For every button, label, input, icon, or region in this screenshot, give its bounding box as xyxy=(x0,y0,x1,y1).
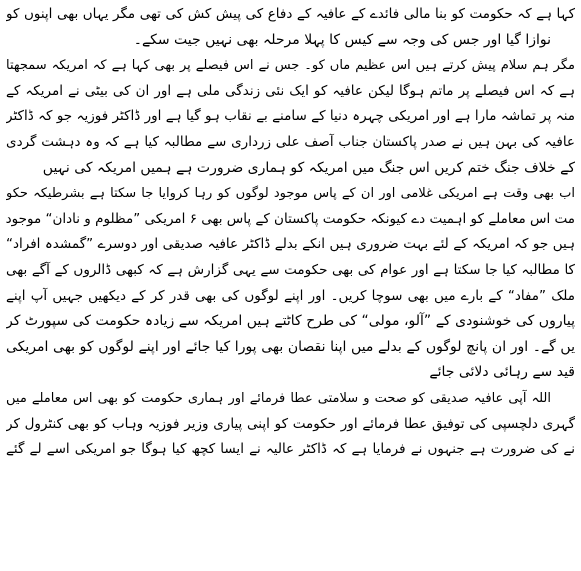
text-line: اب بھی وقت ہے امریکی غلامی اور ان کے پاس موجود لوگوں کو رہا کروایا جا سکتا ہے بشرطیکہ حکو xyxy=(6,186,575,202)
text-line: مت اس معاملے کو اہمیت دے کیونکہ حکومت پاکستان کے پاس بھی ۶ امریکی ”مظلوم و نادان“ موجود xyxy=(6,210,575,227)
text-line: اللہ آپی عافیہ صدیقی کو صحت و سلامتی عطا فرمائے اور ہماری حکومت کو بھی اس معاملے میں xyxy=(6,390,551,406)
text-line: نے کی ضرورت ہے جنہوں نے فرمایا ہے کہ ڈاکٹر عالیہ نے ایسا کچھ کیا ہوگا جو امریکی اسے لے گئے xyxy=(6,441,575,458)
text-line: گہری دلچسپی کی توفیق عطا فرمائے اور حکومت کو اپنی پیاری وزیر فوزیہ وہاب کو بھی کنٹرول کر xyxy=(6,415,575,432)
text-line: ہیں جو کہ امریکہ کے لئے بہت ضروری ہیں انکے بدلے ڈاکٹر عافیہ صدیقی اور دوسرے ”گمشدہ افراد“ xyxy=(6,236,575,253)
text-line: پیاروں کی خوشنودی کے ”آلو، مولی“ کی طرح کاٹتے ہیں امریکہ سے زیادہ حکومت کی سپورٹ کر xyxy=(6,313,575,330)
text-line: یں گے۔ اور ان پانچ لوگوں کے بدلے میں اپنا نقصان بھی پورا کیا جائے اور اپنے لوگوں کو بھی امریکی xyxy=(6,338,575,355)
text-line: عافیہ کی بہن ہیں نے صدر پاکستان جناب آصف علی زرداری سے مطالبہ کیا ہے کہ وہ دہشت گردی xyxy=(6,133,575,150)
text-line: کا مطالبہ کیا جا سکتا ہے اور عوام کی بھی حکومت سے یہی گزارش ہے کہ کبھی ڈالروں کے آگے بھی xyxy=(6,261,575,278)
text-line: قید سے رہائی دلائی جائے xyxy=(429,364,575,381)
text-line: مگر ہم سلام پیش کرتے ہیں اس عظیم ماں کو۔ جس نے اس فیصلے پر بھی کہا ہے کہ امریکہ سمجھتا xyxy=(6,58,575,74)
text-line: منہ پر تماشہ مارا ہے اور امریکی چہرہ دنیا کے سامنے بے نقاب ہو گیا ہے اور ڈاکٹر فوزیہ جو کہ ڈاکٹر xyxy=(6,108,575,125)
text-line: نوازا گیا اور جس کی وجہ سے کیس کا پہلا مرحلہ بھی نہیں جیت سکے۔ xyxy=(133,31,551,48)
document-body xyxy=(6,2,575,571)
text-line: کے خلاف جنگ ختم کریں اس جنگ میں امریکہ کو ہماری ضرورت ہے ہمیں امریکہ کی نہیں xyxy=(42,159,575,176)
text-line: ہے کہ اس فیصلے پر ماتم ہوگا لیکن عافیہ کو ایک نئی زندگی ملی ہے اور ان کی بیٹی نے امریکہ کے xyxy=(6,82,575,99)
text-line: کہا ہے کہ حکومت کو بنا مالی فائدے کے عافیہ کے دفاع کی پیش کش کی تھی مگر یہاں بھی اپنوں کو xyxy=(6,6,575,22)
text-line: ملک ”مفاد“ کے بارے میں بھی سوچا کریں۔ اور اپنے لوگوں کی بھی قدر کر کے دیکھیں جہیں آپ اپنے xyxy=(6,287,575,304)
